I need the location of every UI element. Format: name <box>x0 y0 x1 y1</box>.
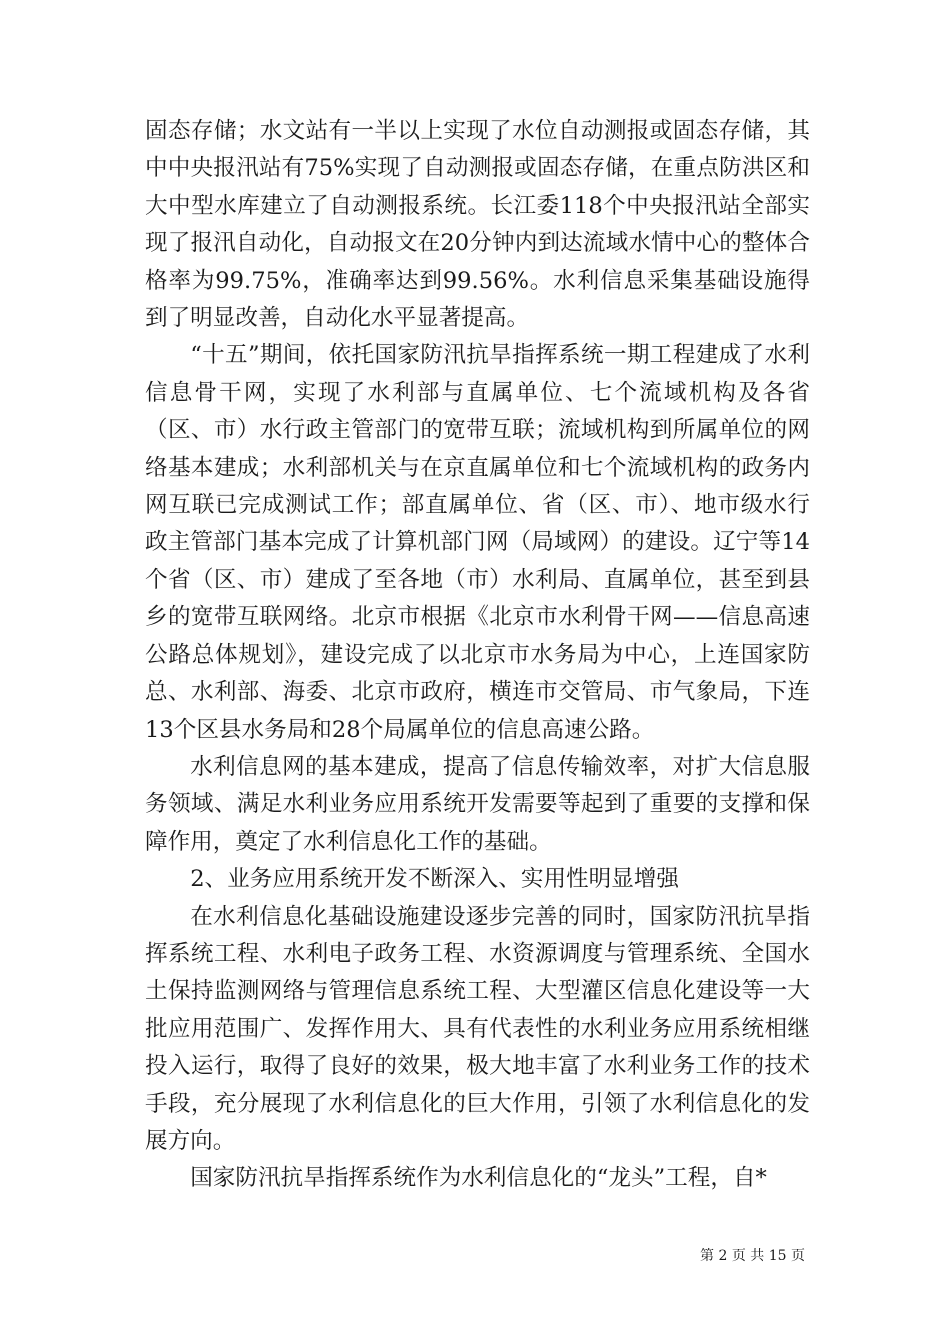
page-number-footer: 第 2 页 共 15 页 <box>700 1248 805 1264</box>
paragraph: 国家防汛抗旱指挥系统作为水利信息化的“龙头”工程，自* <box>190 1165 767 1192</box>
paragraph: 在水利信息化基础设施建设逐步完善的同时，国家防汛抗旱指挥系统工程、水利电子政务工程、水资源调度与管理系统、全国水土保持监测网络与管理信息系统工程、大型灌区信息化建设等一大批应用范围广、发挥作用大、具有代表性的水利业务应用系统相继投入运行，取得了良好的效果，极大地丰富了水利业务工作的技术手段，充分展现了水利信息化的巨大作用，引领了水利信息化的发展方向。 <box>145 903 810 1154</box>
paragraph: “十五”期间，依托国家防汛抗旱指挥系统一期工程建成了水利信息骨干网，实现了水利部与直属单位、七个流域机构及各省（区、市）水行政主管部门的宽带互联；流域机构到所属单位的网络基本建成；水利部机关与在京直属单位和七个流域机构的政务内网互联已完成测试工作；部直属单位、省（区、市）、地市级水行政主管部门基本完成了计算机部门网（局域网）的建设。辽宁等14个省（区、市）建成了至各地（市）水利局、直属单位，甚至到县乡的宽带互联网络。北京市根据《北京市水利骨干网——信息高速公路总体规划》，建设完成了以北京市水务局为中心，上连国家防总、水利部、海委、北京市政府，横连市交管局、市气象局，下连13个区县水务局和28个局属单位的信息高速公路。 <box>145 342 810 743</box>
paragraph-continued: 固态存储；水文站有一半以上实现了水位自动测报或固态存储，其中中央报汛站有75%实现了自动测报或固态存储，在重点防洪区和大中型水库建立了自动测报系统。长江委118个中央报汛站全部实现了报汛自动化，自动报文在20分钟内到达流域水情中心的整体合格率为99.75%，准确率达到99.56%。水利信息采集基础设施得到了明显改善，自动化水平显著提高。 <box>145 118 810 332</box>
section-heading: 2、业务应用系统开发不断深入、实用性明显增强 <box>190 866 680 893</box>
paragraph: 水利信息网的基本建成，提高了信息传输效率，对扩大信息服务领域、满足水利业务应用系统开发需要等起到了重要的支撑和保障作用，奠定了水利信息化工作的基础。 <box>145 753 810 855</box>
document-body <box>145 113 810 1198</box>
